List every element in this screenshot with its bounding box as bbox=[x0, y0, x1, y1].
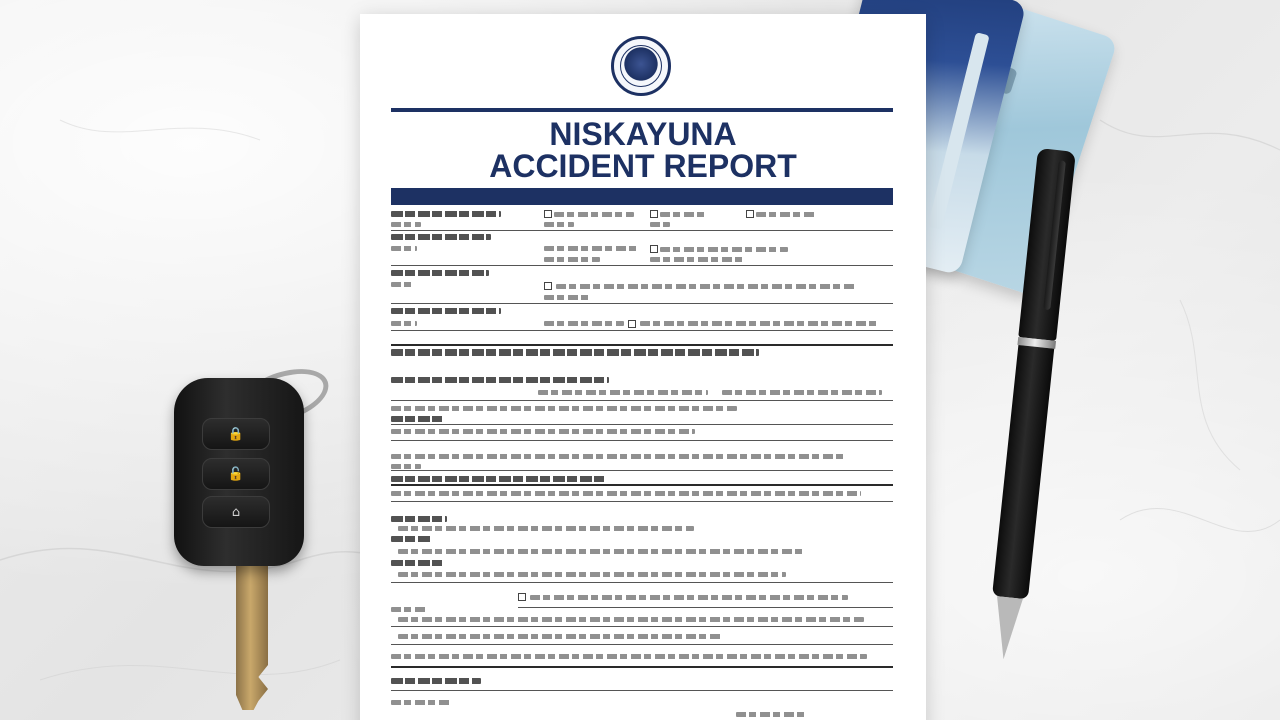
section-heading-illegible bbox=[391, 377, 609, 383]
option-text-illegible bbox=[640, 321, 878, 326]
field-rule bbox=[391, 440, 893, 441]
section-heading-illegible bbox=[391, 349, 759, 356]
text-illegible bbox=[391, 429, 695, 434]
checkbox bbox=[746, 210, 754, 218]
text-illegible bbox=[391, 536, 431, 542]
text-illegible bbox=[398, 617, 864, 622]
field-rule bbox=[391, 582, 893, 583]
car-key-fob bbox=[174, 378, 304, 566]
note-illegible bbox=[544, 222, 574, 227]
text-illegible bbox=[722, 390, 882, 395]
field-rule bbox=[391, 470, 893, 471]
note-illegible bbox=[391, 222, 421, 227]
section-rule bbox=[391, 484, 893, 486]
text-illegible bbox=[391, 406, 737, 411]
text-illegible bbox=[391, 464, 421, 469]
option-text-illegible bbox=[660, 212, 708, 217]
field-rule bbox=[391, 626, 893, 627]
note-illegible bbox=[650, 222, 670, 227]
field-rule bbox=[391, 265, 893, 266]
note-illegible bbox=[391, 282, 413, 287]
field-label-illegible bbox=[391, 234, 491, 240]
field-rule bbox=[391, 690, 893, 691]
form-title-line1: NISKAYUNA bbox=[549, 116, 737, 152]
note-illegible bbox=[650, 257, 746, 262]
accident-report-form bbox=[360, 14, 926, 720]
unlock-icon: 🔓 bbox=[202, 458, 270, 490]
text-illegible bbox=[391, 454, 845, 459]
field-rule bbox=[391, 230, 893, 231]
field-rule bbox=[391, 303, 893, 304]
field-label-illegible bbox=[391, 308, 501, 314]
field-rule bbox=[391, 424, 893, 425]
field-label-illegible bbox=[391, 211, 501, 217]
text-illegible bbox=[538, 390, 708, 395]
text-illegible bbox=[530, 595, 848, 600]
header-band bbox=[391, 188, 893, 205]
trunk-icon: ⌂ bbox=[202, 496, 270, 528]
field-rule bbox=[391, 330, 893, 331]
section-heading-illegible bbox=[391, 516, 447, 522]
text-illegible bbox=[398, 634, 722, 639]
text-illegible bbox=[398, 526, 694, 531]
option-text-illegible bbox=[756, 212, 816, 217]
text-illegible bbox=[391, 560, 445, 566]
checkbox bbox=[628, 320, 636, 328]
key-blade bbox=[236, 560, 268, 710]
section-heading-illegible bbox=[391, 476, 605, 482]
checkbox bbox=[544, 210, 552, 218]
note-illegible bbox=[391, 321, 417, 326]
section-rule bbox=[391, 344, 893, 346]
note-illegible bbox=[544, 257, 600, 262]
checkbox bbox=[518, 593, 526, 601]
text-illegible bbox=[736, 712, 806, 717]
header-rule bbox=[391, 108, 893, 112]
option-text-illegible bbox=[544, 246, 640, 251]
text-illegible bbox=[391, 416, 443, 422]
note-illegible bbox=[391, 246, 417, 251]
checkbox bbox=[650, 210, 658, 218]
lock-icon: 🔒 bbox=[202, 418, 270, 450]
section-rule bbox=[391, 666, 893, 668]
option-text-illegible bbox=[556, 284, 856, 289]
text-illegible bbox=[391, 700, 451, 705]
field-label-illegible bbox=[391, 270, 489, 276]
form-title-line2: ACCIDENT REPORT bbox=[489, 148, 797, 184]
checkbox bbox=[650, 245, 658, 253]
checkbox bbox=[544, 282, 552, 290]
field-rule bbox=[391, 501, 893, 502]
pen-tip bbox=[991, 596, 1023, 660]
option-text-illegible bbox=[554, 212, 634, 217]
field-rule bbox=[391, 400, 893, 401]
option-text-illegible bbox=[544, 321, 624, 326]
option-text-illegible bbox=[660, 247, 788, 252]
field-rule bbox=[518, 607, 893, 608]
text-illegible bbox=[398, 549, 806, 554]
note-illegible bbox=[544, 295, 590, 300]
text-illegible bbox=[391, 654, 867, 659]
text-illegible bbox=[398, 572, 786, 577]
field-rule bbox=[391, 644, 893, 645]
text-illegible bbox=[391, 607, 427, 612]
agency-seal-icon bbox=[611, 36, 671, 96]
text-illegible bbox=[391, 491, 861, 496]
section-heading-illegible bbox=[391, 678, 481, 684]
